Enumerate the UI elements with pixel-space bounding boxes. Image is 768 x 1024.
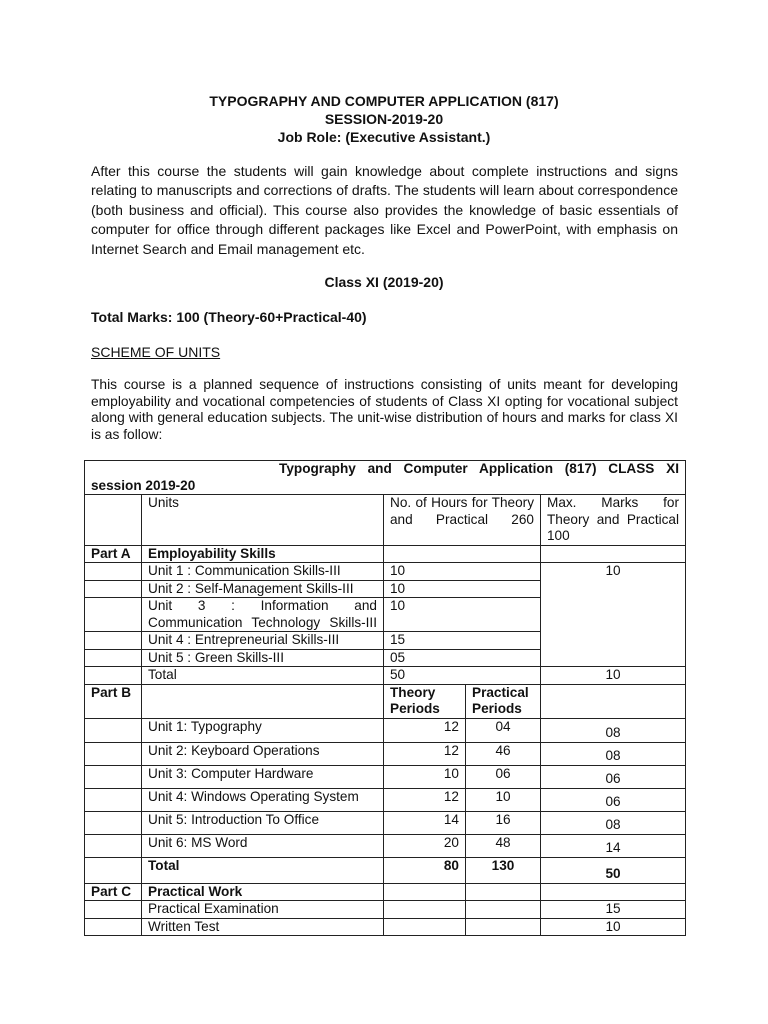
unit-practical: 04 (466, 718, 541, 742)
unit-hours: 10 (384, 598, 541, 632)
unit-hours: 15 (384, 632, 541, 650)
table-row (85, 563, 686, 581)
table-caption-line1: Typography and Computer Application (817) CLASS XI (279, 461, 679, 476)
unit-marks: 06 (541, 765, 686, 788)
unit-marks: 08 (541, 718, 686, 742)
unit-name: Unit 5: Introduction To Office (142, 811, 384, 834)
unit-marks: 15 (541, 901, 686, 919)
unit-marks: 10 (541, 918, 686, 936)
table-caption-row (85, 461, 686, 495)
col-marks-header: Max. Marks for Theory and Practical 100 (541, 495, 686, 546)
table-row (85, 811, 686, 834)
unit-name: Written Test (142, 918, 384, 936)
unit-name: Practical Examination (142, 901, 384, 919)
unit-theory: 12 (384, 718, 466, 742)
unit-theory: 12 (384, 788, 466, 811)
unit-hours: 10 (384, 580, 541, 598)
unit-marks: 14 (541, 834, 686, 857)
intro-paragraph: After this course the students will gain knowledge about complete instructions and signs relating to manuscripts and corrections of drafts. The students will learn about correspondence (both business and official). This course also provides the knowledge of basic essentials of computer for office through different packages like Excel and PowerPoint, with emphasis on Internet Search and Email management etc. (91, 163, 678, 257)
theory-periods-header: Theory Periods (384, 684, 466, 718)
table-row (85, 901, 686, 919)
unit-theory: 12 (384, 742, 466, 765)
unit-hours: 05 (384, 649, 541, 667)
col-units-header: Units (142, 495, 384, 546)
job-role-line: Job Role: (Executive Assistant.) (277, 129, 491, 145)
unit-practical: 06 (466, 765, 541, 788)
total-practical: 130 (466, 857, 541, 883)
unit-name: Unit 5 : Green Skills-III (142, 649, 384, 667)
table-header-row (85, 495, 686, 546)
unit-name: Unit 4 : Entrepreneurial Skills-III (142, 632, 384, 650)
document-title: TYPOGRAPHY AND COMPUTER APPLICATION (817) (209, 93, 559, 109)
practical-periods-header: Practical Periods (466, 684, 541, 718)
total-marks: 50 (541, 857, 686, 883)
unit-theory: 20 (384, 834, 466, 857)
unit-marks: 08 (541, 742, 686, 765)
unit-practical: 48 (466, 834, 541, 857)
unit-practical: 10 (466, 788, 541, 811)
total-marks: 10 (541, 667, 686, 685)
table-row (85, 857, 686, 883)
part-c-title: Practical Work (142, 883, 384, 901)
unit-name: Unit 2: Keyboard Operations (142, 742, 384, 765)
unit-practical: 46 (466, 742, 541, 765)
unit-marks: 06 (541, 788, 686, 811)
table-row (85, 765, 686, 788)
table-caption-line2: session 2019-20 (91, 477, 196, 493)
scheme-paragraph: This course is a planned sequence of instructions consisting of units meant for developing employability and vocational competencies of students of Class XI opting for vocational subject along with general education subjects. The unit-wise distribution of hours and marks for class XI is as follow: (91, 377, 678, 442)
unit-name: Unit 1 : Communication Skills-III (142, 563, 384, 581)
table-row (85, 918, 686, 936)
table-caption (85, 461, 686, 495)
table-row (85, 834, 686, 857)
part-b-label: Part B (85, 684, 142, 718)
total-hours: 50 (384, 667, 541, 685)
table-row (85, 667, 686, 685)
units-table (84, 460, 686, 936)
unit-marks: 08 (541, 811, 686, 834)
unit-theory: 14 (384, 811, 466, 834)
table-row (85, 684, 686, 718)
total-label: Total (142, 667, 384, 685)
unit-name: Unit 4: Windows Operating System (142, 788, 384, 811)
total-label: Total (142, 857, 384, 883)
total-theory: 80 (384, 857, 466, 883)
table-row (85, 742, 686, 765)
unit-name: Unit 2 : Self-Management Skills-III (142, 580, 384, 598)
part-a-marks: 10 (541, 563, 686, 667)
table-row (85, 788, 686, 811)
part-c-label: Part C (85, 883, 142, 901)
unit-name: Unit 3 : Information and Communication Technology Skills-III (142, 598, 384, 632)
scheme-heading: SCHEME OF UNITS (91, 344, 221, 360)
table-row (85, 545, 686, 563)
part-a-label: Part A (85, 545, 142, 563)
part-a-title: Employability Skills (142, 545, 384, 563)
unit-name: Unit 1: Typography (142, 718, 384, 742)
table-row (85, 718, 686, 742)
unit-name: Unit 3: Computer Hardware (142, 765, 384, 788)
unit-theory: 10 (384, 765, 466, 788)
unit-hours: 10 (384, 563, 541, 581)
total-marks-line: Total Marks: 100 (Theory-60+Practical-40) (91, 309, 367, 325)
empty-cell (85, 495, 142, 546)
unit-name: Unit 6: MS Word (142, 834, 384, 857)
table-row (85, 883, 686, 901)
col-hours-header: No. of Hours for Theory and Practical 260 (384, 495, 541, 546)
class-heading: Class XI (2019-20) (324, 274, 444, 290)
session-line: SESSION-2019-20 (324, 111, 444, 127)
unit-practical: 16 (466, 811, 541, 834)
